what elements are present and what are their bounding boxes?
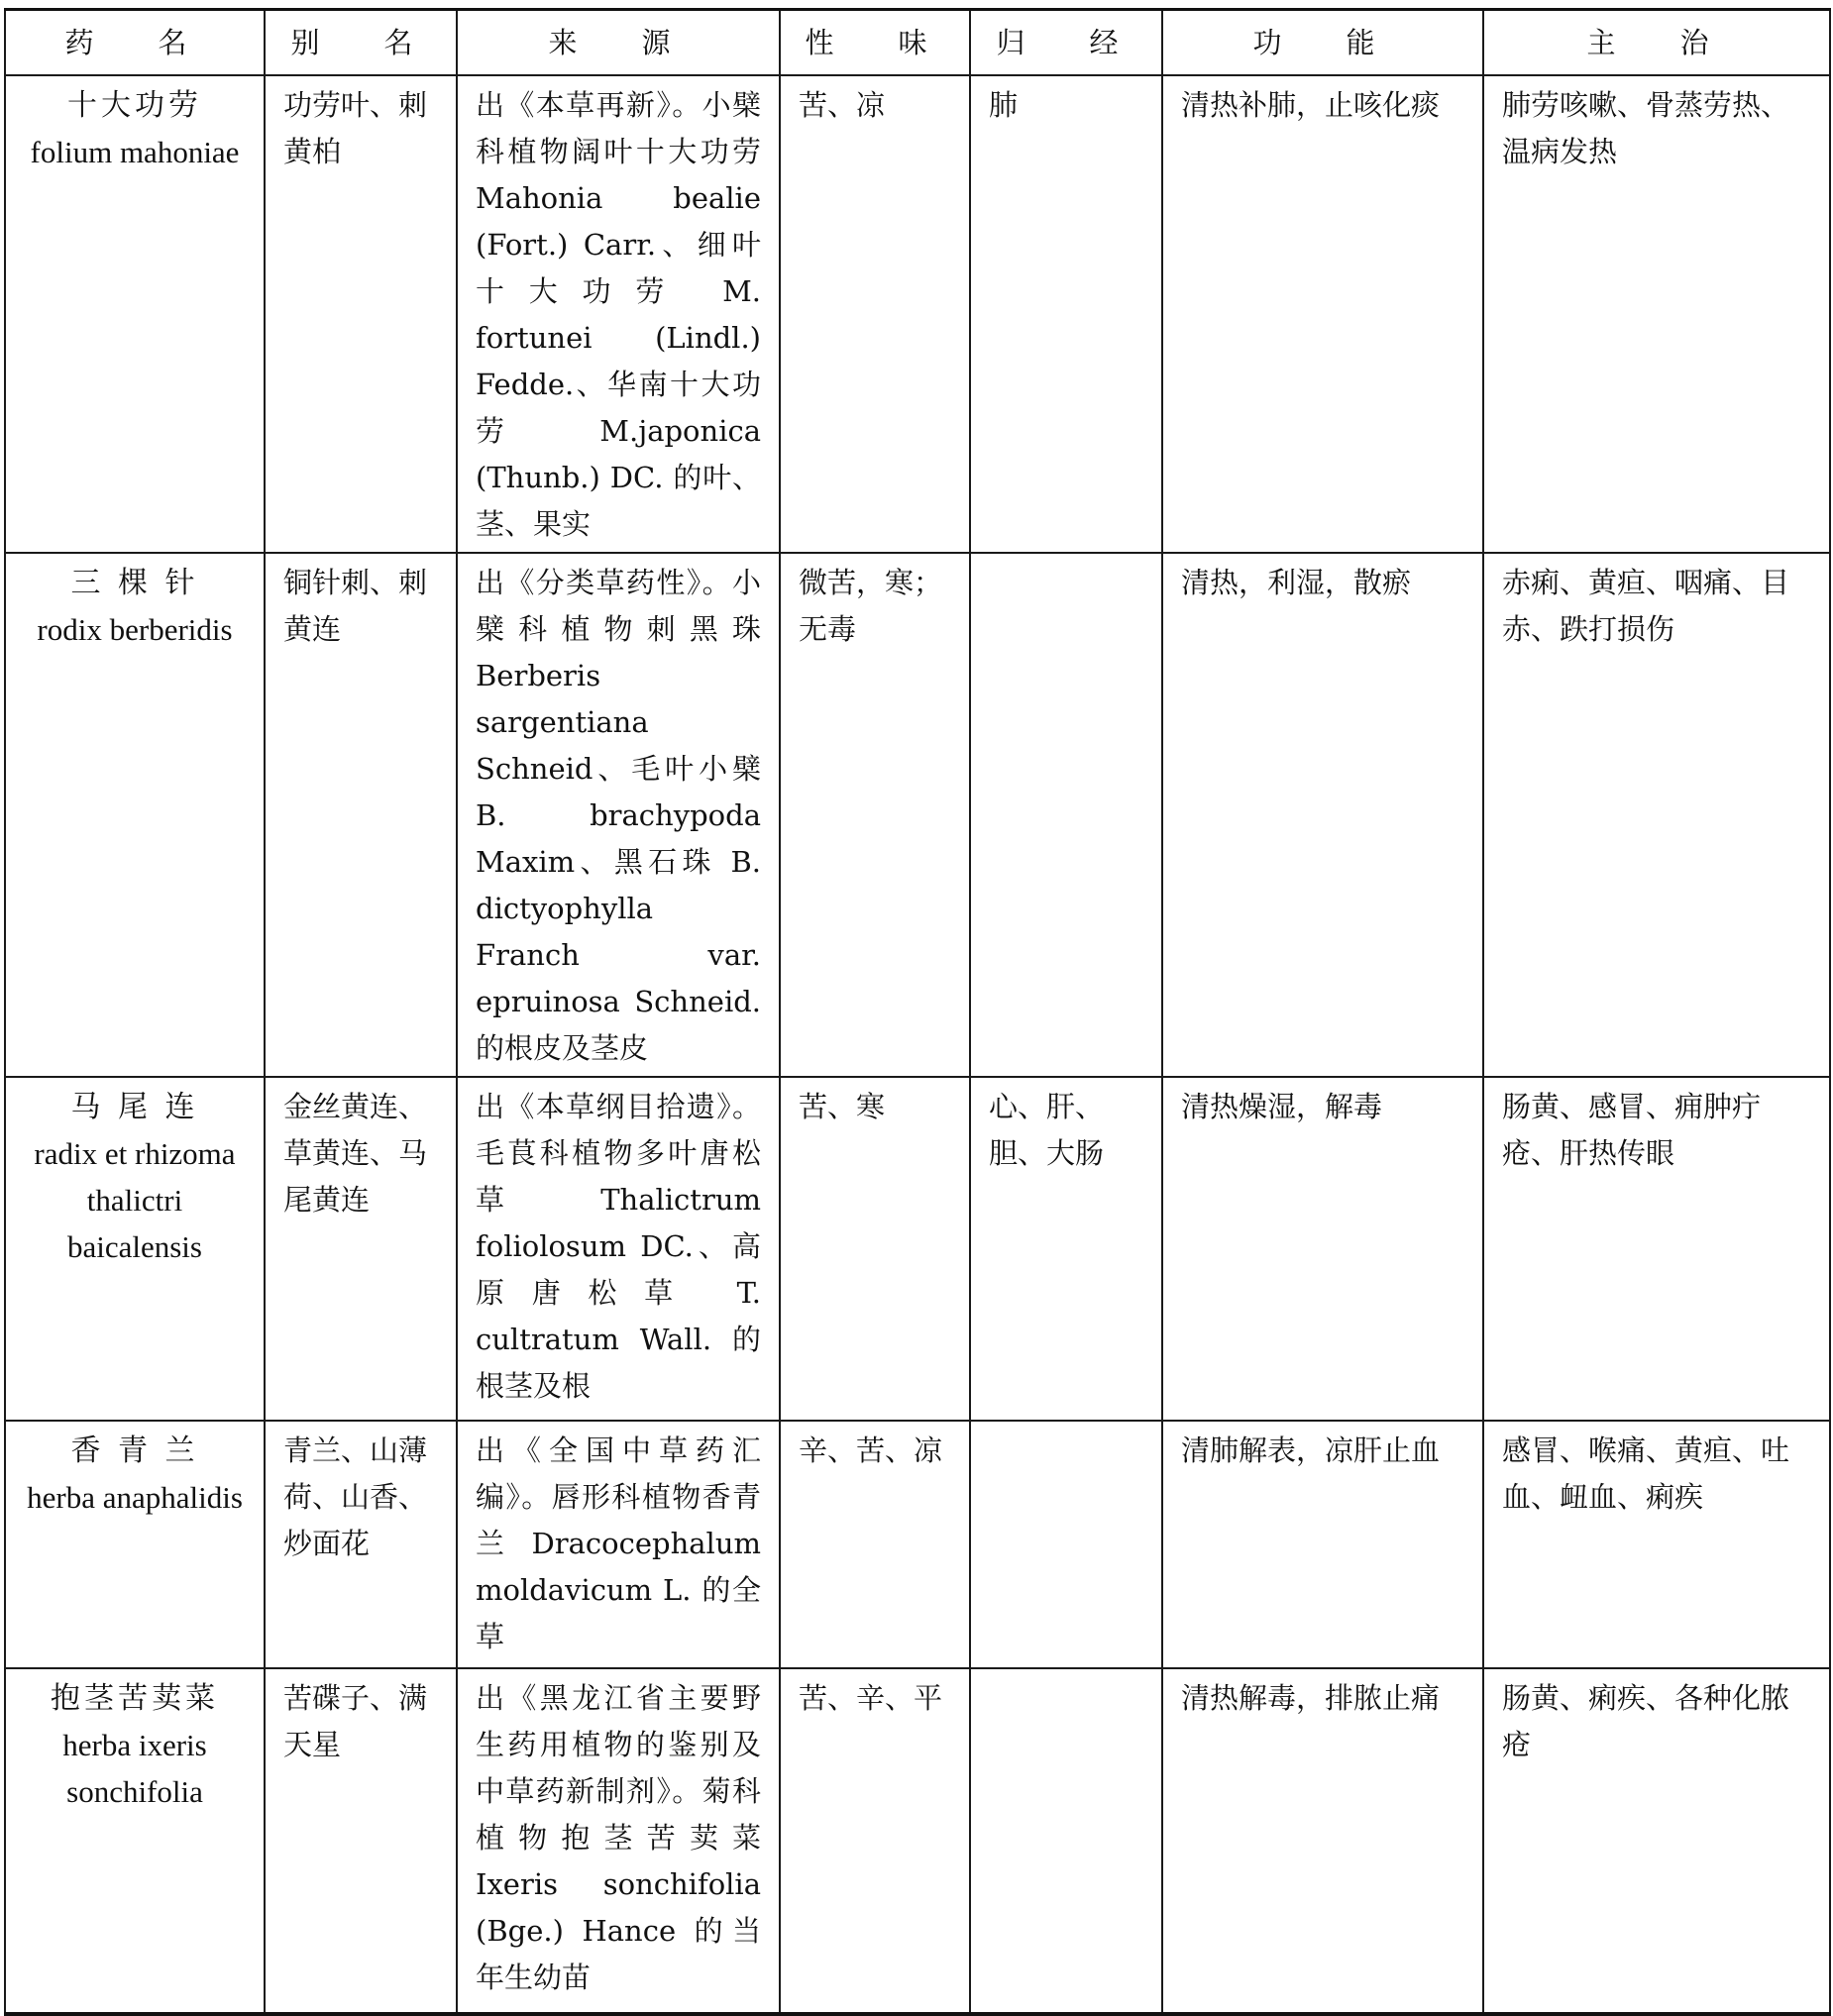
- cell-source: 出《本草再新》。小檗科植物阔叶十大功劳 Mahonia bealie (Fort.) Carr.、细叶十大功劳 M. fortunei (Lindl.) Fedde.、华南十大功劳 M.japonica (Thunb.) DC. 的叶、茎、果实: [457, 75, 780, 553]
- cell-source: 出《全国中草药汇编》。唇形科植物香青兰 Dracocephalum moldavicum L. 的全草: [457, 1421, 780, 1668]
- herb-name-latin: radix et rhizoma thalictri baicalensis: [34, 1136, 236, 1264]
- cell-function: 清肺解表，凉肝止血: [1162, 1421, 1483, 1668]
- cell-function: 清热燥湿，解毒: [1162, 1077, 1483, 1421]
- herb-name-chinese: 抱茎苦荬菜: [51, 1681, 219, 1716]
- herb-table: [4, 8, 1831, 2016]
- cell-meridian: [970, 1421, 1162, 1668]
- herb-name-latin: herba ixeris sonchifolia: [62, 1728, 207, 1809]
- header-alias: 别 名: [265, 10, 457, 76]
- cell-alias: 青兰、山薄荷、山香、炒面花: [265, 1421, 457, 1668]
- cell-nature: 苦、凉: [780, 75, 970, 553]
- table-header-row: [5, 10, 1830, 76]
- cell-indication: 肠黄、感冒、痈肿疔疮、肝热传眼: [1483, 1077, 1830, 1421]
- herb-name-chinese: 十大功劳: [67, 88, 202, 123]
- cell-source: 出《本草纲目拾遗》。毛茛科植物多叶唐松草 Thalictrum foliolosum DC.、高原唐松草 T. cultratum Wall. 的根茎及根: [457, 1077, 780, 1421]
- cell-alias: 铜针刺、刺黄连: [265, 553, 457, 1077]
- cell-nature: 苦、辛、平: [780, 1668, 970, 2014]
- table-row: [5, 553, 1830, 1077]
- cell-alias: 功劳叶、刺黄柏: [265, 75, 457, 553]
- cell-name: [5, 75, 265, 553]
- herb-name-latin: folium mahoniae: [30, 135, 240, 169]
- herb-name-chinese: 三 棵 针: [70, 566, 199, 600]
- herb-name-chinese: 马 尾 连: [70, 1090, 199, 1124]
- cell-function: 清热补肺，止咳化痰: [1162, 75, 1483, 553]
- table-row: [5, 75, 1830, 553]
- cell-nature: 微苦，寒；无毒: [780, 553, 970, 1077]
- table-row: [5, 1668, 1830, 2014]
- cell-function: 清热，利湿，散瘀: [1162, 553, 1483, 1077]
- cell-meridian: 肺: [970, 75, 1162, 553]
- herb-name-chinese: 香 青 兰: [70, 1433, 199, 1468]
- cell-alias: 苦碟子、满天星: [265, 1668, 457, 2014]
- header-source: 来 源: [457, 10, 780, 76]
- header-name: 药 名: [5, 10, 265, 76]
- header-indication: 主 治: [1483, 10, 1830, 76]
- cell-name: [5, 1421, 265, 1668]
- cell-indication: 感冒、喉痛、黄疸、吐血、衄血、痢疾: [1483, 1421, 1830, 1668]
- cell-source: 出《分类草药性》。小檗科植物刺黑珠 Berberis sargentiana Schneid、毛叶小檗 B. brachypoda Maxim、黑石珠 B. dictyophylla Franch var. epruinosa Schneid. 的根皮及茎皮: [457, 553, 780, 1077]
- cell-nature: 辛、苦、凉: [780, 1421, 970, 1668]
- cell-nature: 苦、寒: [780, 1077, 970, 1421]
- herb-name-latin: herba anaphalidis: [27, 1480, 243, 1515]
- header-nature: 性 味: [780, 10, 970, 76]
- cell-source: 出《黑龙江省主要野生药用植物的鉴别及中草药新制剂》。菊科植物抱茎苦荬菜 Ixeris sonchifolia (Bge.) Hance 的当年生幼苗: [457, 1668, 780, 2014]
- cell-indication: 肠黄、痢疾、各种化脓疮: [1483, 1668, 1830, 2014]
- cell-function: 清热解毒，排脓止痛: [1162, 1668, 1483, 2014]
- cell-meridian: 心、肝、胆、大肠: [970, 1077, 1162, 1421]
- cell-name: [5, 1077, 265, 1421]
- cell-alias: 金丝黄连、草黄连、马尾黄连: [265, 1077, 457, 1421]
- cell-indication: 赤痢、黄疸、咽痛、目赤、跌打损伤: [1483, 553, 1830, 1077]
- cell-meridian: [970, 553, 1162, 1077]
- header-function: 功 能: [1162, 10, 1483, 76]
- herb-name-latin: rodix berberidis: [37, 612, 233, 647]
- table-row: [5, 1077, 1830, 1421]
- cell-name: [5, 1668, 265, 2014]
- table-row: [5, 1421, 1830, 1668]
- cell-meridian: [970, 1668, 1162, 2014]
- header-meridian: 归 经: [970, 10, 1162, 76]
- cell-indication: 肺劳咳嗽、骨蒸劳热、温病发热: [1483, 75, 1830, 553]
- cell-name: [5, 553, 265, 1077]
